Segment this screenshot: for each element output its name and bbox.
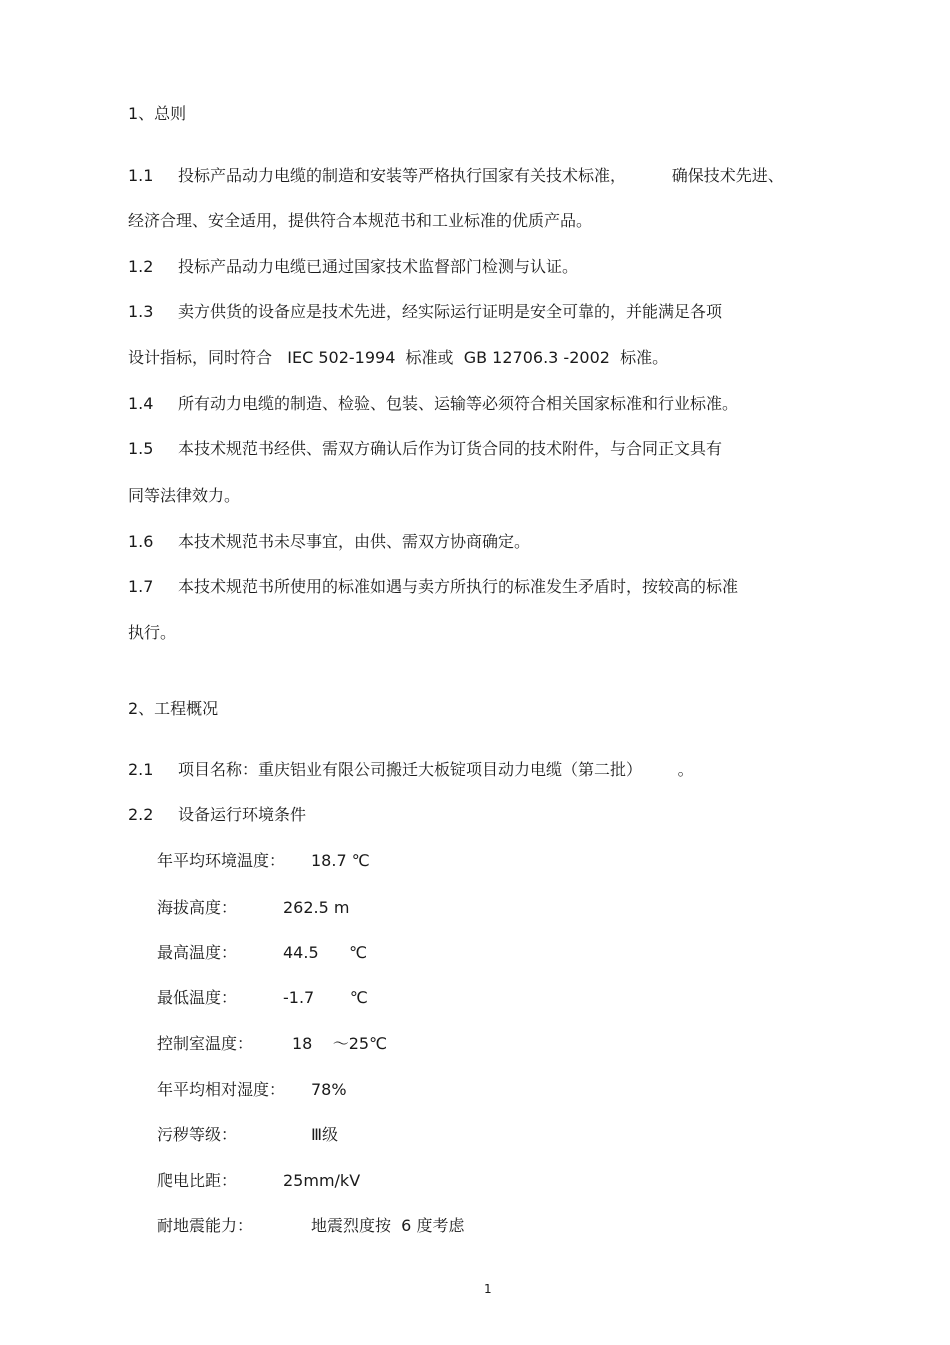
item-2-1 xyxy=(128,760,694,780)
item-1-3 xyxy=(128,302,722,322)
item-number: 1.5 xyxy=(128,439,154,458)
item-1-5-cont: 同等法律效力。 xyxy=(128,486,241,505)
item-number: 2.1 xyxy=(128,760,154,779)
item-number: 1.2 xyxy=(128,257,154,276)
item-1-1 xyxy=(128,166,784,186)
item-text: 投标产品动力电缆已通过国家技术监督部门检测与认证。 xyxy=(178,257,579,276)
item-1-1-cont: 经济合理、安全适用，提供符合本规范书和工业标准的优质产品。 xyxy=(128,211,593,230)
item-1-3-cont: 设计指标，同时符合 IEC 502-1994 标准或 GB 12706.3 -2002 标准。 xyxy=(128,348,669,367)
page-number: 1 xyxy=(484,1282,492,1296)
item-text: 所有动力电缆的制造、检验、包装、运输等必须符合相关国家标准和行业标准。 xyxy=(178,394,739,413)
item-number: 1.4 xyxy=(128,394,154,413)
condition-value: 18.7 ℃ xyxy=(311,851,370,870)
item-text: 投标产品动力电缆的制造和安装等严格执行国家有关技术标准， 确保技术先进、 xyxy=(178,166,784,185)
item-1-6 xyxy=(128,532,530,552)
item-number: 1.6 xyxy=(128,532,154,551)
condition-label: 污秽等级： xyxy=(157,1125,238,1144)
item-1-2 xyxy=(128,257,578,277)
condition-label: 耐地震能力： xyxy=(157,1216,254,1235)
item-text: 设备运行环境条件 xyxy=(178,805,307,824)
condition-value: Ⅲ级 xyxy=(311,1125,339,1144)
item-1-7-cont: 执行。 xyxy=(128,623,177,642)
section-1-heading: 1、总则 xyxy=(128,104,187,123)
condition-label: 最低温度： xyxy=(157,988,238,1007)
item-1-4 xyxy=(128,394,738,414)
item-text: 本技术规范书未尽事宜，由供、需双方协商确定。 xyxy=(178,532,531,551)
condition-value: 78% xyxy=(311,1080,347,1099)
item-text: 本技术规范书所使用的标准如遇与卖方所执行的标准发生矛盾时，按较高的标准 xyxy=(178,577,739,596)
condition-value: 18 ～25℃ xyxy=(292,1034,388,1053)
condition-label: 控制室温度： xyxy=(157,1034,254,1053)
condition-label: 最高温度： xyxy=(157,943,238,962)
item-1-7 xyxy=(128,577,738,597)
section-2-heading: 2、工程概况 xyxy=(128,699,219,718)
item-1-5 xyxy=(128,439,722,459)
condition-value: 262.5 m xyxy=(283,898,350,917)
condition-value: 地震烈度按 6 度考虑 xyxy=(311,1216,465,1235)
condition-value: -1.7 ℃ xyxy=(283,988,368,1007)
condition-value: 25mm/kV xyxy=(283,1171,361,1190)
item-number: 1.1 xyxy=(128,166,154,185)
item-text: 本技术规范书经供、需双方确认后作为订货合同的技术附件，与合同正文具有 xyxy=(178,439,723,458)
item-text: 卖方供货的设备应是技术先进，经实际运行证明是安全可靠的，并能满足各项 xyxy=(178,302,723,321)
condition-label: 爬电比距： xyxy=(157,1171,238,1190)
item-number: 1.3 xyxy=(128,302,154,321)
item-number: 2.2 xyxy=(128,805,154,824)
condition-label: 年平均环境温度： xyxy=(157,851,286,870)
condition-label: 海拔高度： xyxy=(157,898,238,917)
item-text: 项目名称：重庆铝业有限公司搬迁大板锭项目动力电缆（第二批） 。 xyxy=(178,760,694,779)
condition-value: 44.5 ℃ xyxy=(283,943,368,962)
condition-label: 年平均相对湿度： xyxy=(157,1080,286,1099)
item-number: 1.7 xyxy=(128,577,154,596)
item-2-2 xyxy=(128,805,306,825)
